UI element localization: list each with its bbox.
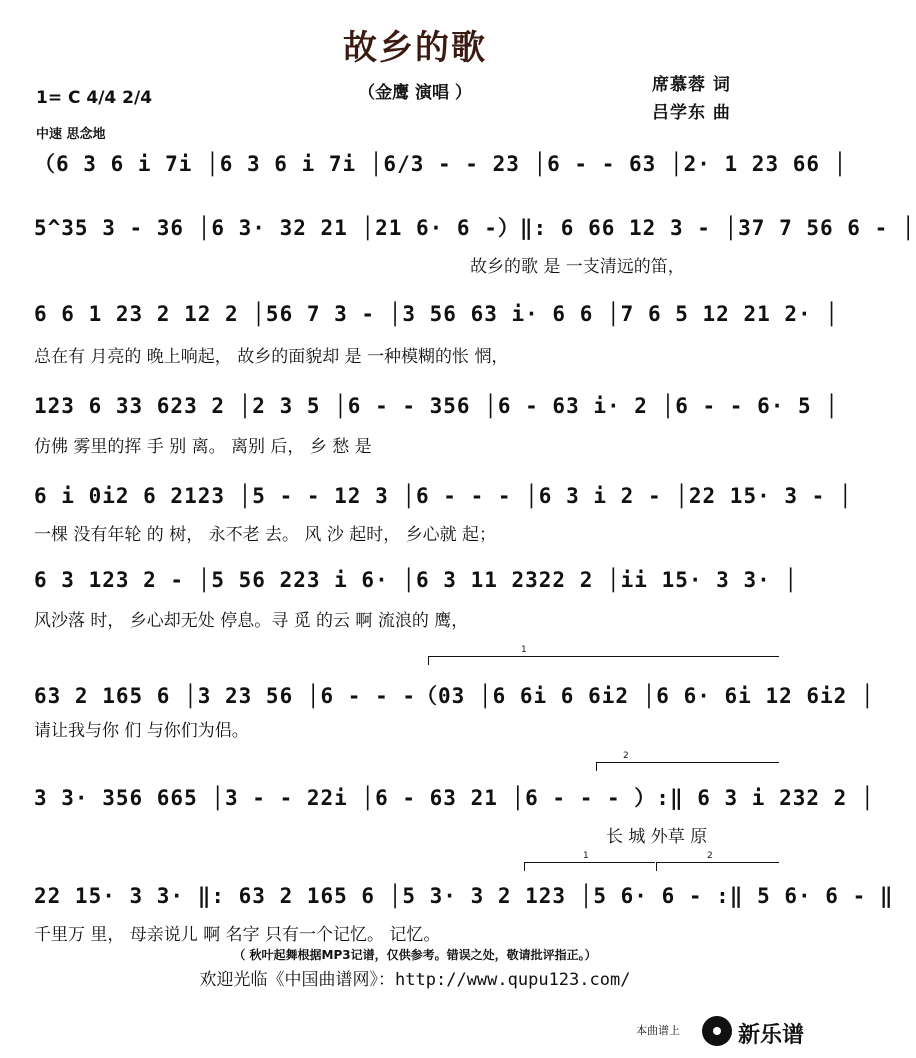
lyrics-line-6: 风沙落 时， 乡心却无处 停息。寻 觅 的云 啊 流浪的 鹰， xyxy=(34,611,469,631)
notation-line-6: 6 3 123 2 - │5 56 223 i 6· │6 3 11 2322 2 │ii 15· 3 3· │ xyxy=(34,568,799,592)
key-signature: 1= C 4/4 2/4 xyxy=(36,88,153,108)
site-link[interactable]: http://www.qupu123.com/ xyxy=(395,970,631,990)
notation-line-4: 123 6 33 623 2 │2 3 5 │6 - - 356 │6 - 63 i· 2 │6 - - 6· 5 │ xyxy=(34,394,839,418)
lyrics-line-1 xyxy=(34,184,796,210)
xinyuepu-logo[interactable] xyxy=(702,1014,826,1050)
site-welcome: 欢迎光临《中国曲谱网》： xyxy=(199,970,396,990)
upload-badge: 本曲谱上 xyxy=(636,1024,680,1037)
notation-line-1: （6 3 6 i 7i │6 3 6 i 7i │6/3 - - 23 │6 - - 63 │2· 1 23 66 │ xyxy=(34,152,848,176)
notation-line-7: 63 2 165 6 │3 23 56 │6 - - -（03 │6 6i 6 6i2 │6 6· 6i 12 6i2 │ xyxy=(34,684,875,708)
lyrics-line-9: 千里万 里， 母亲说儿 啊 名字 只有一个记忆。 记忆。 xyxy=(34,925,441,945)
notation-line-9: 22 15· 3 3· ‖: 63 2 165 6 │5 3· 3 2 123 │5 6· 6 - :‖ 5 6· 6 - ‖ xyxy=(34,884,894,908)
song-title: 故乡的歌 xyxy=(343,28,487,68)
logo-text: 新乐谱 xyxy=(738,1023,805,1048)
lyrics-line-2: 故乡的歌 是 一支清远的笛， xyxy=(470,257,685,277)
lyrics-line-7: 请让我与你 们 与你们为侣。 xyxy=(34,721,249,741)
volta-bracket-2: 2 xyxy=(596,762,779,771)
record-disc-icon xyxy=(702,1016,732,1046)
site-banner xyxy=(0,965,830,990)
composer-credit: 吕学东 曲 xyxy=(652,103,731,123)
volta-bracket-4: 2 xyxy=(656,862,779,871)
volta-bracket-1: 1 xyxy=(428,656,779,665)
lyrics-line-5: 一棵 没有年轮 的 树， 永不老 去。 风 沙 起时， 乡心就 起； xyxy=(34,525,497,545)
notation-line-5: 6 i 0i2 6 2123 │5 - - 12 3 │6 - - - │6 3 i 2 - │22 15· 3 - │ xyxy=(34,484,853,508)
lyrics-line-4: 仿佛 雾里的挥 手 别 离。 离别 后， 乡 愁 是 xyxy=(34,437,372,457)
volta-bracket-3: 1 xyxy=(524,862,655,871)
performer-credit: （金鹰 演唱 ） xyxy=(358,83,472,103)
transcription-note: （ 秋叶起舞根据MP3记谱，仅供参考。错误之处，敬请批评指正。） xyxy=(233,948,597,962)
tempo-marking: 中速 思念地 xyxy=(36,127,106,142)
lyrics-line-8: 长 城 外草 原 xyxy=(606,827,708,847)
lyrics-line-3: 总在有 月亮的 晚上响起， 故乡的面貌却 是 一种模糊的怅 惘， xyxy=(34,347,509,367)
notation-line-8: 3 3· 356 665 │3 - - 22i │6 - 63 21 │6 - - - ）:‖ 6 3 i 232 2 │ xyxy=(34,786,875,810)
notation-line-3: 6 6 1 23 2 12 2 │56 7 3 - │3 56 63 i· 6 6 │7 6 5 12 21 2· │ xyxy=(34,302,839,326)
lyricist-credit: 席慕蓉 词 xyxy=(652,75,731,95)
notation-line-2: 5^35 3 - 36 │6 3· 32 21 │21 6· 6 -）‖: 6 66 12 3 - │37 7 56 6 - │ xyxy=(34,216,916,240)
